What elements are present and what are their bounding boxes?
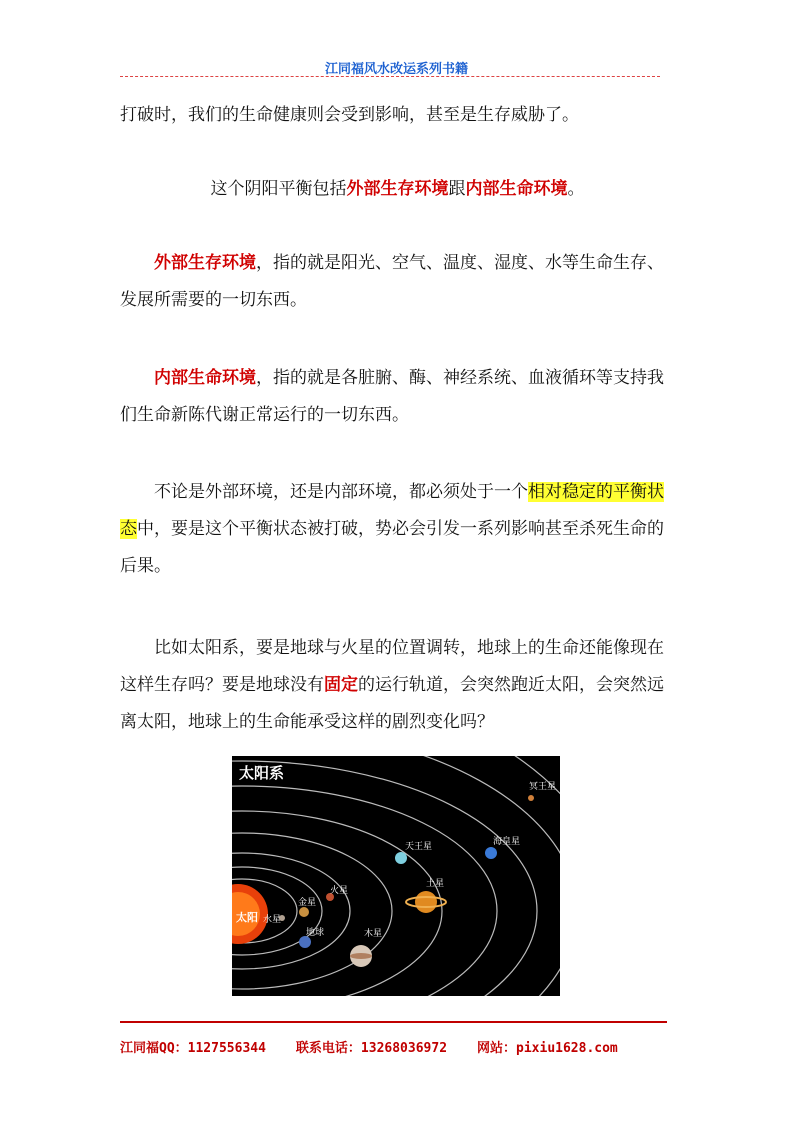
footer-divider <box>120 1021 667 1023</box>
p2-term-internal: 内部生命环境 <box>465 179 568 199</box>
label-mercury: 水星 <box>263 915 282 925</box>
p5-highlight: 相对稳定的平衡状态 <box>120 482 664 539</box>
solar-system-image <box>232 756 560 996</box>
label-pluto: 冥王星 <box>529 782 557 792</box>
p4-term: 内部生命环境 <box>154 368 256 388</box>
p2-term-external: 外部生存环境 <box>346 179 449 199</box>
paragraph-6 <box>120 630 675 741</box>
venus-icon <box>299 907 309 917</box>
pluto-icon <box>528 795 534 801</box>
footer-website[interactable]: 网站：pixiu1628.com <box>477 1041 618 1056</box>
p6-text-a: 比如太阳系，要是地球与火星的位置调转，地球上的生命还能像现在这样生存吗？要是地球没有 <box>120 638 664 695</box>
label-sun: 太阳 <box>236 911 258 924</box>
neptune-icon <box>485 847 497 859</box>
label-saturn: 土星 <box>426 879 445 889</box>
label-earth: 地球 <box>306 928 325 938</box>
p6-term-fixed: 固定 <box>324 675 358 695</box>
label-neptune: 海皇星 <box>493 837 521 847</box>
uranus-icon <box>395 852 407 864</box>
paragraph-1: 打破时，我们的生命健康则会受到影响，甚至是生存威胁了。 <box>120 105 579 125</box>
p4-text: ，指的就是各脏腑、酶、神经系统、血液循环等支持我们生命新陈代谢正常运行的一切东西。 <box>120 368 664 425</box>
footer-qq: 江同福QQ：1127556344 <box>120 1041 266 1056</box>
header-title: 江同福风水改运系列书籍 <box>324 62 468 77</box>
footer <box>120 1037 680 1056</box>
p2-text-e: 。 <box>567 179 585 199</box>
label-mars: 火星 <box>330 886 349 896</box>
p5-text-a: 不论是外部环境，还是内部环境，都必须处于一个 <box>154 482 528 502</box>
saturn-icon <box>415 891 437 913</box>
p5-text-c: 中，要是这个平衡状态被打破，势必会引发一系列影响甚至杀死生命的后果。 <box>120 519 664 576</box>
paragraph-3 <box>120 245 675 319</box>
label-uranus: 天王星 <box>405 842 433 852</box>
header-divider <box>120 76 660 77</box>
p2-text-a: 这个阴阳平衡包括 <box>210 179 347 199</box>
p3-term: 外部生存环境 <box>154 253 256 273</box>
paragraph-5 <box>120 474 675 585</box>
paragraph-4 <box>120 360 675 434</box>
label-jupiter: 木星 <box>364 929 383 939</box>
paragraph-2 <box>120 171 675 208</box>
solar-system-graphic <box>232 756 560 996</box>
label-venus: 金星 <box>298 898 317 908</box>
p2-text-c: 跟 <box>448 179 466 199</box>
p3-text: ，指的就是阳光、空气、温度、湿度、水等生命生存、发展所需要的一切东西。 <box>120 253 664 310</box>
p6-text-c: 的运行轨道，会突然跑近太阳，会突然远离太阳，地球上的生命能承受这样的剧烈变化吗？ <box>120 675 664 732</box>
footer-phone: 联系电话：13268036972 <box>295 1041 448 1056</box>
figure-title: 太阳系 <box>239 764 285 782</box>
